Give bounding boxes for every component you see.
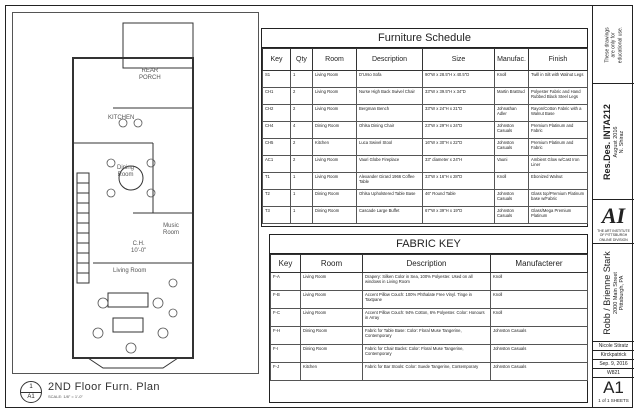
- table-row: [263, 156, 588, 173]
- client-cell: [593, 244, 634, 342]
- drawing-callout: [20, 381, 42, 403]
- cell: Fabric for Table Base: Color: Floral Muse Tangerine, Contemporary: [363, 327, 491, 345]
- table-row: [263, 122, 588, 139]
- cell: Living Room: [313, 105, 357, 122]
- plan-title-block: [18, 379, 258, 403]
- cell: 33"W x 39.5"H x 34"D: [423, 88, 495, 105]
- client-info: [603, 251, 625, 335]
- table-row: [271, 273, 588, 291]
- col-key: Key: [271, 255, 301, 273]
- floor-plan: [12, 12, 259, 374]
- client-address-2: Pittsburgh, PA: [618, 275, 625, 310]
- cell: Dining Room: [313, 122, 357, 139]
- school-name: THE ART INSTITUTE OF PITTSBURGH ONLINE DIVISION: [597, 229, 630, 242]
- room-label-living: Living Room: [113, 268, 147, 274]
- floor-plan-drawing: [13, 13, 260, 375]
- cell: Drapery: Silken Color in Sea, 100% Polyester. Used on all windows in Living Room: [363, 273, 491, 291]
- cell: AC1: [263, 156, 291, 173]
- col-manufacturer: Manufac.: [495, 49, 529, 71]
- fabric-key-title: FABRIC KEY: [270, 235, 587, 254]
- col-description: Description: [363, 255, 491, 273]
- cell: Luca Swivel Stool: [357, 139, 423, 156]
- cell: Knoll: [491, 273, 588, 291]
- plan-scale: SCALE: 1/8" = 1'-0": [48, 394, 83, 399]
- cell: Premium Platinum and Fabric: [529, 122, 588, 139]
- cell: F-J: [271, 363, 301, 381]
- table-row: [263, 173, 588, 190]
- cell: Ohlsa Upholstered Table Base: [357, 190, 423, 207]
- school-logo: AI: [601, 203, 626, 228]
- cell: 1: [291, 207, 313, 224]
- col-room: Room: [313, 49, 357, 71]
- room-label-dining: Dining Room: [117, 165, 135, 178]
- cell: 33" diameter x 24"H: [423, 156, 495, 173]
- cell: 33"W x 24"H x 21"D: [423, 105, 495, 122]
- furniture-header-row: [263, 49, 588, 71]
- cell: Twill in Silt with Walnut Legs: [529, 71, 588, 88]
- fabric-key: [269, 234, 588, 403]
- cell: 90"W x 28.5"H x 40.5"D: [423, 71, 495, 88]
- fabric-header-row: [271, 255, 588, 273]
- cell: Dining Room: [301, 345, 363, 363]
- drawing-date: Sep. 9, 2016: [593, 360, 634, 369]
- cell: Alexander Girard 1966 Coffee Table: [357, 173, 423, 190]
- cell: CH2: [263, 105, 291, 122]
- table-row: [263, 71, 588, 88]
- logo-cell: [593, 200, 634, 244]
- cell: Johnathan Adler: [495, 105, 529, 122]
- cell: 1: [291, 190, 313, 207]
- disclaimer-text: These drawings are only for educational use.: [604, 26, 623, 63]
- callout-number: 1: [29, 384, 33, 390]
- cell: Johnston Casuals: [495, 207, 529, 224]
- cell: 1: [291, 71, 313, 88]
- table-row: [263, 207, 588, 224]
- cell: 33"W x 16"H x 28"D: [423, 173, 495, 190]
- cell: F-A: [271, 273, 301, 291]
- plan-title: 2ND Floor Furn. Plan: [48, 381, 160, 393]
- cell: Ambient Glow w/Cast Iron Liner: [529, 156, 588, 173]
- table-row: [271, 291, 588, 309]
- cell: Living Room: [301, 309, 363, 327]
- drawn-by: Nicole Stiratz: [593, 342, 634, 351]
- cell: 46" Round Table: [423, 190, 495, 207]
- sheet-count: 1 of 1 SHEETS: [598, 398, 629, 403]
- client-address-1: 2000 Main Street: [612, 271, 619, 314]
- cell: F-I: [271, 345, 301, 363]
- room-label-rear-porch: REAR PORCH: [139, 68, 161, 81]
- cell: Knoll: [495, 71, 529, 88]
- cell: Knoll: [491, 309, 588, 327]
- cell: Vauri Globe Fireplace: [357, 156, 423, 173]
- cell: Johnston Casuals: [495, 122, 529, 139]
- table-row: [263, 88, 588, 105]
- cell: Living Room: [313, 173, 357, 190]
- cell: Johnston Casuals: [495, 139, 529, 156]
- callout-sheet: A1: [27, 394, 35, 400]
- cell: 2: [291, 156, 313, 173]
- cell: 67"W x 39"H x 19"D: [423, 207, 495, 224]
- furniture-schedule: [261, 28, 588, 227]
- cell: Living Room: [313, 71, 357, 88]
- cell: Glass/Mega Premium Platinum: [529, 207, 588, 224]
- cell: Vauni: [495, 156, 529, 173]
- cell: Dining Room: [313, 207, 357, 224]
- cell: Premium Platinum and Fabric: [529, 139, 588, 156]
- cell: T2: [263, 190, 291, 207]
- cell: F-H: [271, 327, 301, 345]
- cell: Living Room: [301, 273, 363, 291]
- cell: Fabric for Chair Backs: Color: Floral Muse Tangerine, Contemporary: [363, 345, 491, 363]
- cell: CH5: [263, 139, 291, 156]
- cell: Dining Room: [301, 327, 363, 345]
- cell: 4: [291, 122, 313, 139]
- cell: Knoll: [495, 173, 529, 190]
- title-block: [592, 6, 633, 408]
- cell: CH1: [263, 88, 291, 105]
- cell: Nurse High Back Swivel Chair: [357, 88, 423, 105]
- table-row: [263, 105, 588, 122]
- cell: 2: [291, 88, 313, 105]
- cell: F-B: [271, 291, 301, 309]
- cell: Cascade Large Buffet: [357, 207, 423, 224]
- client-name: Robb / Brienne Stark: [601, 250, 612, 335]
- col-key: Key: [263, 49, 291, 71]
- col-room: Room: [301, 255, 363, 273]
- sheet-number: A1: [603, 378, 624, 397]
- col-description: Description: [357, 49, 423, 71]
- cell: S1: [263, 71, 291, 88]
- cell: 23"W x 29"H x 24"D: [423, 122, 495, 139]
- cell: Living Room: [313, 88, 357, 105]
- cell: Accent Pillow Couch: 94% Cotton, 6% Polyester. Color: Honours in Array: [363, 309, 491, 327]
- cell: Ebonized Walnut: [529, 173, 588, 190]
- course-section: N. Shiraz: [618, 130, 625, 153]
- cell: Living Room: [313, 156, 357, 173]
- furniture-schedule-title: Furniture Schedule: [262, 29, 587, 48]
- cell: Johnston Casuals: [495, 190, 529, 207]
- table-row: [263, 139, 588, 156]
- cell: Johnston Casuals: [491, 363, 588, 381]
- cell: Bergman Bench: [357, 105, 423, 122]
- cell: Living Room: [301, 291, 363, 309]
- sheet-number-cell: [593, 378, 634, 408]
- cell: D'Urso Sofa: [357, 71, 423, 88]
- cell: F-C: [271, 309, 301, 327]
- furniture-table: [262, 48, 588, 224]
- cell: Kitchen: [313, 139, 357, 156]
- cell: Fabric for Bar Stools: Color: Suede Tangerine, Contemporary: [363, 363, 491, 381]
- checked-by: Kirckpatrick: [593, 351, 634, 360]
- cell: Kitchen: [301, 363, 363, 381]
- table-row: [271, 345, 588, 363]
- col-manufacturer: Manufacterer: [491, 255, 588, 273]
- drawing-sheet: [5, 5, 633, 408]
- cell: Polyester Fabric and Hand Rubbed Black Steel Legs: [529, 88, 588, 105]
- cell: Rayon/Cotton Fabric with a Walnut Base: [529, 105, 588, 122]
- week-code: W821: [593, 369, 634, 378]
- cell: Dining Room: [313, 190, 357, 207]
- col-qty: Qty: [291, 49, 313, 71]
- course-date: August 2016: [612, 126, 619, 157]
- col-size: Size: [423, 49, 495, 71]
- disclaimer-cell: [593, 6, 634, 84]
- course-cell: [593, 84, 634, 200]
- cell: 2: [291, 105, 313, 122]
- cell: Ohlsa Dining Chair: [357, 122, 423, 139]
- cell: CH4: [263, 122, 291, 139]
- table-row: [271, 309, 588, 327]
- cell: T1: [263, 173, 291, 190]
- table-row: [263, 190, 588, 207]
- cell: 1: [291, 173, 313, 190]
- cell: Johnston Casuals: [491, 345, 588, 363]
- course-name: Res.Des. INTA212: [601, 103, 612, 180]
- table-row: [271, 327, 588, 345]
- cell: Glass top/Premium Platinum base w/Fabric: [529, 190, 588, 207]
- room-label-music: Music Room: [163, 223, 180, 236]
- ceiling-height-note: C.H. 10'-0": [131, 241, 147, 254]
- room-label-kitchen: KITCHEN: [108, 115, 135, 121]
- course-info: [603, 104, 625, 180]
- cell: 2: [291, 139, 313, 156]
- col-finish: Finish: [529, 49, 588, 71]
- cell: Johnston Casuals: [491, 327, 588, 345]
- cell: 16"W x 30"H x 22"D: [423, 139, 495, 156]
- cell: T3: [263, 207, 291, 224]
- fabric-table: [270, 254, 588, 381]
- cell: Knoll: [491, 291, 588, 309]
- cell: Martin Brattrud: [495, 88, 529, 105]
- cell: Accent Pillow Couch: 100% Phthalate Free Vinyl. Tinge in Taxtpane: [363, 291, 491, 309]
- table-row: [271, 363, 588, 381]
